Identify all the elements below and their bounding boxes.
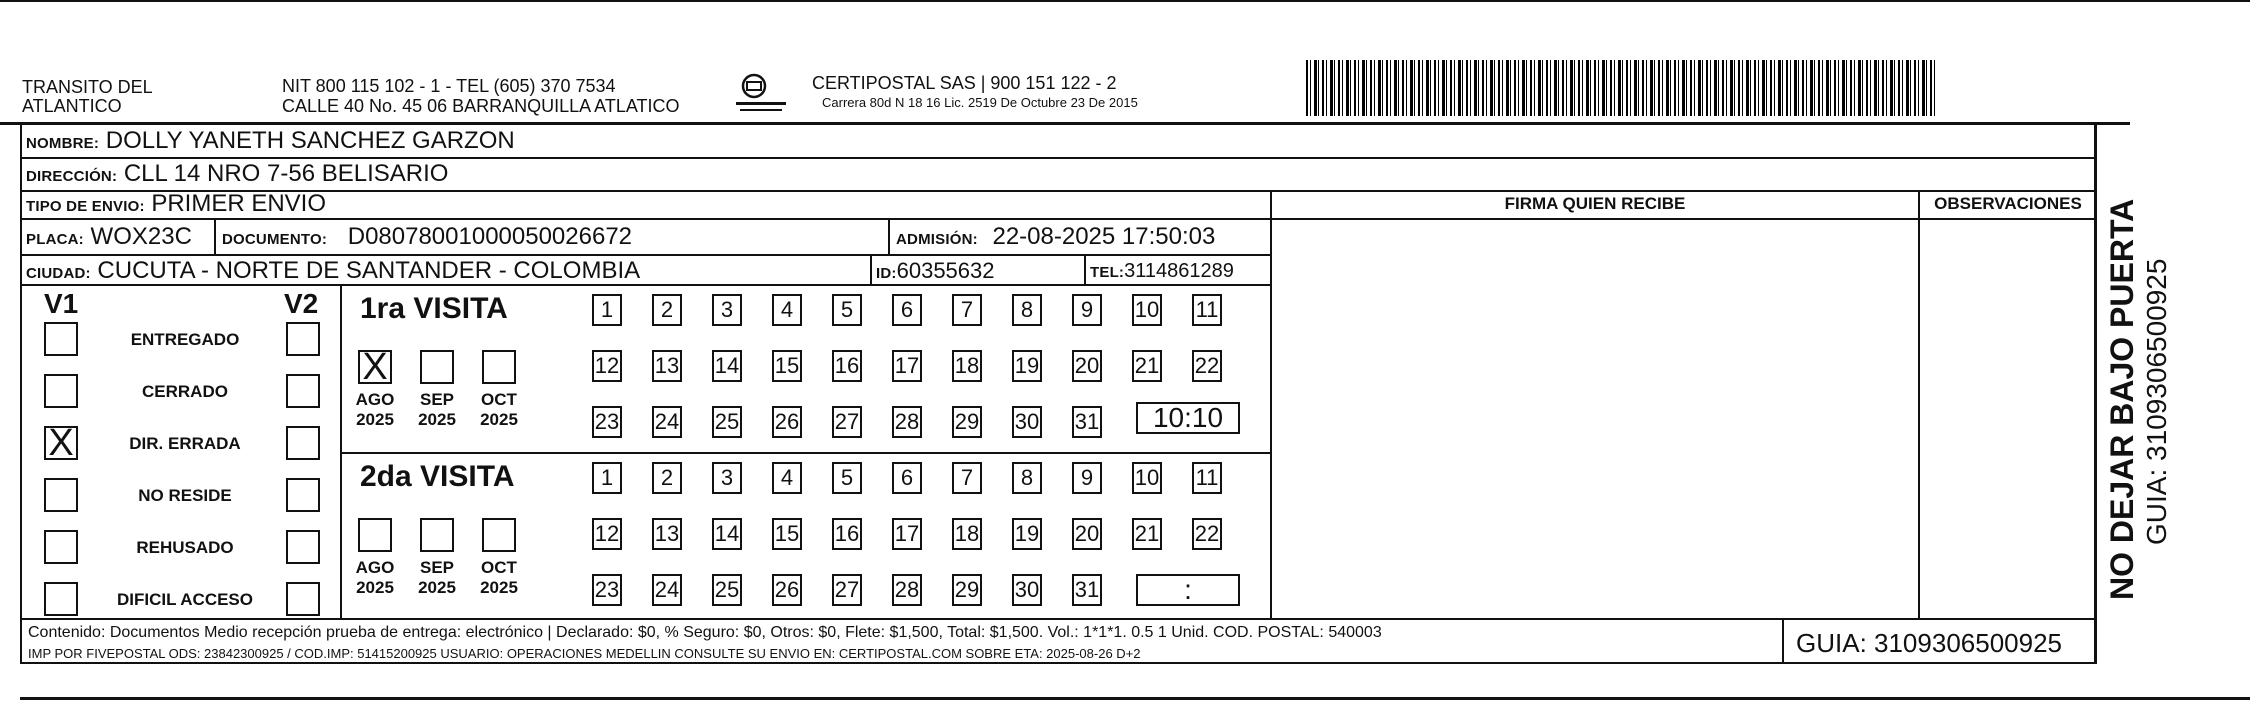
day-box[interactable]: 11 bbox=[1192, 462, 1222, 494]
day-box[interactable]: 13 bbox=[652, 518, 682, 550]
v1-label: V1 bbox=[44, 288, 79, 319]
tipo-row bbox=[26, 189, 326, 222]
day-box[interactable]: 17 bbox=[892, 350, 922, 382]
tipo-label: TIPO DE ENVIO: bbox=[26, 198, 145, 215]
tel-row bbox=[1090, 256, 1234, 288]
no-dejar-text: NO DEJAR BAJO PUERTA bbox=[2104, 198, 2140, 600]
day-box[interactable]: 6 bbox=[892, 462, 922, 494]
day-box[interactable]: 30 bbox=[1012, 406, 1042, 438]
day-box[interactable]: 2 bbox=[652, 294, 682, 326]
year-label: 2025 bbox=[418, 578, 456, 597]
v2-checkbox[interactable] bbox=[286, 426, 320, 460]
year-label: 2025 bbox=[356, 578, 394, 597]
day-box[interactable]: 27 bbox=[832, 574, 862, 606]
day-box[interactable]: 29 bbox=[952, 406, 982, 438]
carrier-address: Carrera 80d N 18 16 Lic. 2519 De Octubre 23 De 2015 bbox=[822, 95, 1138, 110]
nit-line: NIT 800 115 102 - 1 - TEL (605) 370 7534 bbox=[282, 76, 616, 96]
observaciones-header: OBSERVACIONES bbox=[1934, 194, 2082, 213]
visit2-time[interactable]: : bbox=[1136, 574, 1240, 606]
day-box[interactable]: 3 bbox=[712, 462, 742, 494]
day-box[interactable]: 1 bbox=[592, 462, 622, 494]
day-box[interactable]: 31 bbox=[1072, 574, 1102, 606]
day-box[interactable]: 28 bbox=[892, 574, 922, 606]
v2-label: V2 bbox=[284, 288, 319, 319]
certipostal-logo bbox=[730, 72, 792, 120]
placa-value: WOX23C bbox=[90, 223, 192, 250]
month-checkbox[interactable]: X bbox=[358, 350, 392, 384]
org-name bbox=[22, 78, 153, 116]
admision-row bbox=[896, 222, 1215, 255]
day-box[interactable]: 23 bbox=[592, 574, 622, 606]
day-box[interactable]: 20 bbox=[1072, 518, 1102, 550]
carrier-info bbox=[812, 72, 1138, 112]
firma-header: FIRMA QUIEN RECIBE bbox=[1504, 194, 1686, 213]
day-box[interactable]: 1 bbox=[592, 294, 622, 326]
day-box[interactable]: 9 bbox=[1072, 462, 1102, 494]
month-label: SEP bbox=[419, 390, 455, 409]
month-checkbox[interactable] bbox=[358, 518, 392, 552]
month-checkbox[interactable] bbox=[482, 350, 516, 384]
day-box[interactable]: 28 bbox=[892, 406, 922, 438]
footer-guia: GUIA: 3109306500925 bbox=[1796, 628, 2062, 658]
tel-label: TEL: bbox=[1090, 264, 1125, 281]
day-box[interactable]: 24 bbox=[652, 574, 682, 606]
day-box[interactable]: 4 bbox=[772, 294, 802, 326]
admision-label: ADMISIÓN: bbox=[896, 231, 978, 248]
day-box[interactable]: 26 bbox=[772, 406, 802, 438]
day-box[interactable]: 15 bbox=[772, 518, 802, 550]
id-row bbox=[876, 256, 995, 289]
day-box[interactable]: 31 bbox=[1072, 406, 1102, 438]
day-box[interactable]: 11 bbox=[1192, 294, 1222, 326]
documento-value: D08078001000050026672 bbox=[347, 223, 633, 250]
footer-contenido: Contenido: Documentos Medio recepción prueba de entrega: electrónico | Declarado: $0, % Seguro: $0, Otros: $0, Flete: $1,500, Total: $1,500. Vol.: 1*1*1. 0.5 1 Unid. COD. POSTAL: 540003 bbox=[28, 624, 1382, 641]
day-box[interactable]: 20 bbox=[1072, 350, 1102, 382]
day-box[interactable]: 12 bbox=[592, 518, 622, 550]
day-box[interactable]: 12 bbox=[592, 350, 622, 382]
status-label: CERRADO bbox=[142, 382, 228, 401]
day-box[interactable]: 26 bbox=[772, 574, 802, 606]
day-box[interactable]: 2 bbox=[652, 462, 682, 494]
status-label: DIR. ERRADA bbox=[129, 434, 241, 453]
barcode bbox=[1306, 60, 1938, 116]
placa-row bbox=[26, 222, 192, 255]
day-box[interactable]: 27 bbox=[832, 406, 862, 438]
day-box[interactable]: 25 bbox=[712, 406, 742, 438]
status-label: ENTREGADO bbox=[130, 330, 240, 349]
direccion-value: CLL 14 NRO 7-56 BELISARIO bbox=[123, 160, 449, 187]
carrier-line: CERTIPOSTAL SAS | 900 151 122 - 2 bbox=[812, 73, 1117, 93]
v2-checkbox[interactable] bbox=[286, 374, 320, 408]
day-box[interactable]: 19 bbox=[1012, 350, 1042, 382]
day-box[interactable]: 6 bbox=[892, 294, 922, 326]
day-box[interactable]: 15 bbox=[772, 350, 802, 382]
visit2-title: 2da VISITA bbox=[360, 460, 515, 493]
direccion-label: DIRECCIÓN: bbox=[26, 168, 118, 185]
id-value: 60355632 bbox=[896, 258, 995, 283]
placa-label: PLACA: bbox=[26, 231, 84, 248]
day-box[interactable]: 21 bbox=[1132, 518, 1162, 550]
v2-checkbox[interactable] bbox=[286, 478, 320, 512]
month-label: OCT bbox=[481, 558, 517, 577]
side-text bbox=[2104, 120, 2174, 600]
org-line-2: ATLANTICO bbox=[22, 96, 122, 116]
ciudad-label: CIUDAD: bbox=[26, 265, 91, 282]
day-box[interactable]: 21 bbox=[1132, 350, 1162, 382]
year-label: 2025 bbox=[480, 578, 518, 597]
nombre-value: DOLLY YANETH SANCHEZ GARZON bbox=[105, 127, 515, 154]
day-box[interactable]: 14 bbox=[712, 518, 742, 550]
side-guia: GUIA: 3109306500925 bbox=[2141, 258, 2172, 545]
day-box[interactable]: 18 bbox=[952, 518, 982, 550]
month-checkbox[interactable] bbox=[420, 518, 454, 552]
status-label: REHUSADO bbox=[136, 538, 234, 557]
day-box[interactable]: 25 bbox=[712, 574, 742, 606]
visit1-time[interactable]: 10:10 bbox=[1136, 402, 1240, 434]
v1-checkbox[interactable] bbox=[44, 530, 78, 564]
day-box[interactable]: 16 bbox=[832, 350, 862, 382]
address-line: CALLE 40 No. 45 06 BARRANQUILLA ATLATICO bbox=[282, 96, 680, 116]
day-box[interactable]: 3 bbox=[712, 294, 742, 326]
v1-checkbox[interactable] bbox=[44, 374, 78, 408]
day-box[interactable]: 14 bbox=[712, 350, 742, 382]
v1-checkbox[interactable]: X bbox=[44, 426, 78, 460]
day-box[interactable]: 8 bbox=[1012, 294, 1042, 326]
tipo-value: PRIMER ENVIO bbox=[151, 190, 327, 217]
v2-checkbox[interactable] bbox=[286, 582, 320, 616]
day-box[interactable]: 5 bbox=[832, 462, 862, 494]
documento-row bbox=[222, 222, 632, 255]
day-box[interactable]: 19 bbox=[1012, 518, 1042, 550]
day-box[interactable]: 18 bbox=[952, 350, 982, 382]
admision-value: 22-08-2025 17:50:03 bbox=[992, 223, 1216, 250]
day-box[interactable]: 7 bbox=[952, 462, 982, 494]
day-box[interactable]: 22 bbox=[1192, 350, 1222, 382]
ciudad-value: CUCUTA - NORTE DE SANTANDER - COLOMBIA bbox=[97, 257, 641, 284]
day-box[interactable]: 16 bbox=[832, 518, 862, 550]
month-checkbox[interactable] bbox=[482, 518, 516, 552]
nombre-row bbox=[26, 126, 515, 159]
nombre-label: NOMBRE: bbox=[26, 135, 100, 152]
day-box[interactable]: 24 bbox=[652, 406, 682, 438]
month-checkbox[interactable] bbox=[420, 350, 454, 384]
day-box[interactable]: 13 bbox=[652, 350, 682, 382]
day-box[interactable]: 10 bbox=[1132, 294, 1162, 326]
day-box[interactable]: 4 bbox=[772, 462, 802, 494]
month-label: AGO bbox=[355, 558, 395, 577]
year-label: 2025 bbox=[356, 410, 394, 429]
month-label: OCT bbox=[481, 390, 517, 409]
id-label: ID: bbox=[876, 265, 897, 282]
v2-checkbox[interactable] bbox=[286, 322, 320, 356]
day-box[interactable]: 23 bbox=[592, 406, 622, 438]
day-box[interactable]: 5 bbox=[832, 294, 862, 326]
day-box[interactable]: 8 bbox=[1012, 462, 1042, 494]
direccion-row bbox=[26, 159, 448, 192]
month-label: AGO bbox=[355, 390, 395, 409]
day-box[interactable]: 9 bbox=[1072, 294, 1102, 326]
v1-checkbox[interactable] bbox=[44, 322, 78, 356]
status-label: NO RESIDE bbox=[138, 486, 232, 505]
status-label: DIFICIL ACCESO bbox=[116, 590, 253, 609]
day-box[interactable]: 22 bbox=[1192, 518, 1222, 550]
tel-value: 3114861289 bbox=[1124, 260, 1234, 282]
ciudad-row bbox=[26, 256, 640, 289]
day-box[interactable]: 10 bbox=[1132, 462, 1162, 494]
year-label: 2025 bbox=[418, 410, 456, 429]
v1-checkbox[interactable] bbox=[44, 582, 78, 616]
v1-checkbox[interactable] bbox=[44, 478, 78, 512]
documento-label: DOCUMENTO: bbox=[222, 231, 328, 248]
month-label: SEP bbox=[419, 558, 455, 577]
org-line-1: TRANSITO DEL bbox=[22, 77, 153, 97]
year-label: 2025 bbox=[480, 410, 518, 429]
day-box[interactable]: 7 bbox=[952, 294, 982, 326]
footer-imp: IMP POR FIVEPOSTAL ODS: 23842300925 / COD.IMP: 51415200925 USUARIO: OPERACIONES MEDELLIN CONSULTE SU ENVIO EN: CERTIPOSTAL.COM SOBRE ETA: 2025-08-26 D+2 bbox=[28, 646, 1141, 661]
visit1-title: 1ra VISITA bbox=[360, 292, 508, 325]
v2-checkbox[interactable] bbox=[286, 530, 320, 564]
org-contact bbox=[282, 76, 680, 116]
day-box[interactable]: 17 bbox=[892, 518, 922, 550]
day-box[interactable]: 29 bbox=[952, 574, 982, 606]
day-box[interactable]: 30 bbox=[1012, 574, 1042, 606]
